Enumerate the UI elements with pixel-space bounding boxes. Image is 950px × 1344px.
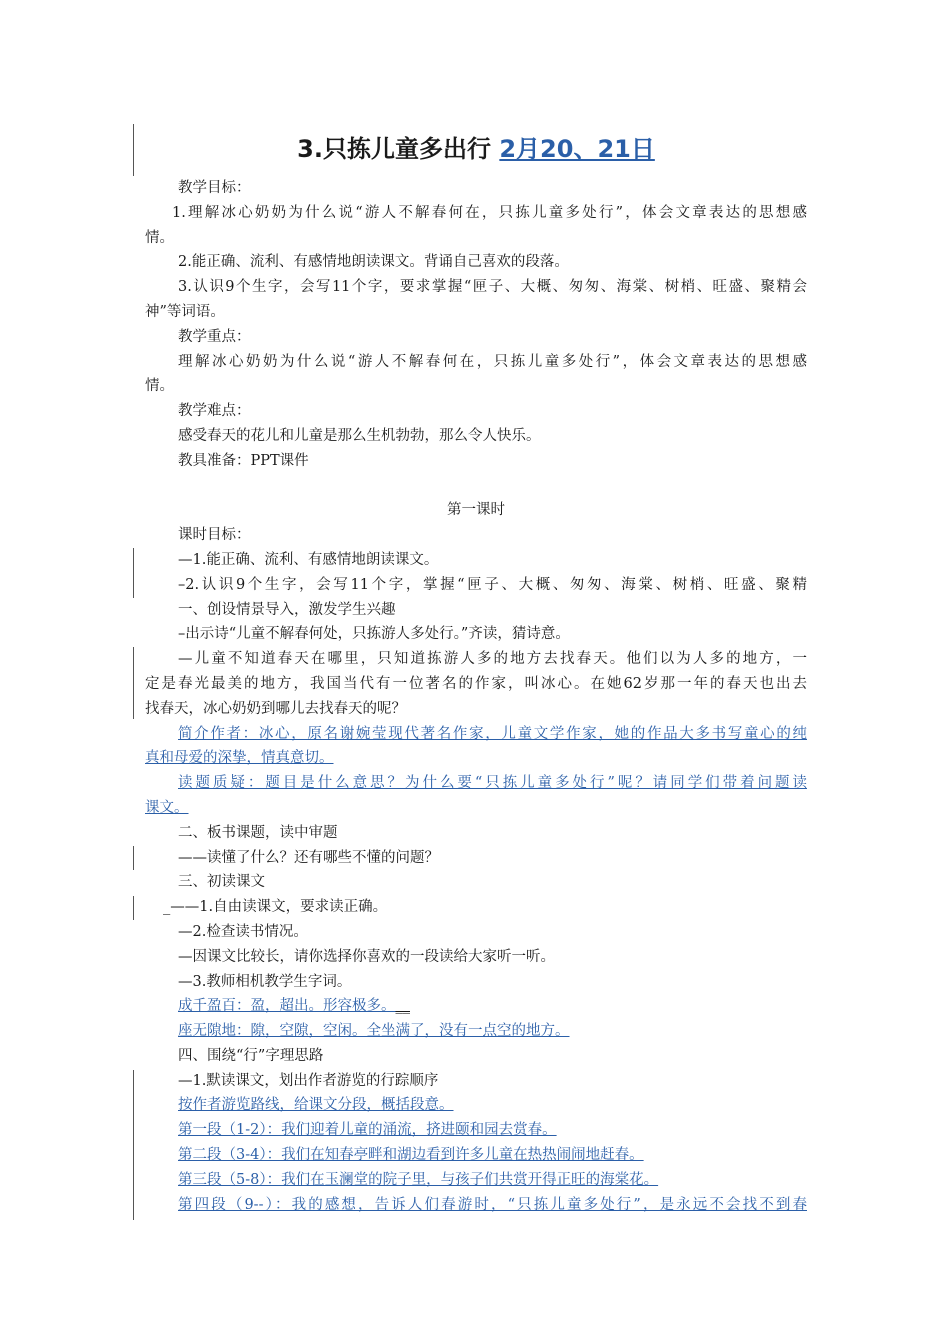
revision-mark: __ [395, 998, 410, 1015]
revised-line-wrap [145, 1093, 807, 1118]
title-text: 3.只拣儿童多出行 [297, 135, 491, 163]
section-heading: 三、初读课文 [178, 874, 265, 891]
paragraph-line: —3.教师相机教学生字词。 [178, 973, 352, 990]
paragraph-line: —因课文比较长，请你选择你喜欢的一段读给大家听一听。 [178, 948, 555, 965]
revised-line-wrap [145, 994, 807, 1019]
blank-line [145, 474, 807, 499]
revised-text: 成千盈百：盈，超出。形容极多。 [178, 998, 396, 1015]
paragraph-line: —1.能正确、流利、有感情地朗读课文。 [178, 551, 439, 568]
paragraph-line: 情。 [145, 229, 174, 246]
paragraph-line: —2.检查读书情况。 [178, 923, 308, 940]
change-bar [133, 846, 134, 870]
paragraph-line: 感受春天的花儿和儿童是那么生机勃勃，那么令人快乐。 [178, 427, 541, 444]
paragraph-line: –出示诗“儿童不解春何处，只拣游人多处行。”齐读，猜诗意。 [178, 626, 570, 643]
revised-text: 第一段（1-2）：我们迎着儿童的涌流，挤进颐和园去赏春。 [178, 1122, 557, 1139]
revised-line-wrap [145, 796, 807, 821]
revised-text: 第三段（5-8）：我们在玉澜堂的院子里，与孩子们共赏开得正旺的海棠花。 [178, 1171, 659, 1188]
section-heading: 教学目标： [178, 180, 251, 196]
paragraph-line: —儿童不知道春天在哪里，只知道拣游人多的地方去找春天。他们以为人多的地方，一 [178, 651, 807, 668]
document-body [145, 176, 807, 1217]
paragraph-line: –2.认识9个生字，会写11个字，掌握“匣子、大概、匆匆、海棠、树梢、旺盛、聚精 [178, 576, 807, 593]
paragraph-line: 3.认识9个生字，会写11个字，要求掌握“匣子、大概、匆匆、海棠、树梢、旺盛、聚精会 [178, 279, 807, 296]
section-heading: 四、围绕“行”字理思路 [178, 1047, 324, 1064]
change-bar [133, 896, 134, 920]
title-date-link[interactable]: 2月20、21日 [499, 135, 655, 163]
paragraph-line: 找春天，冰心奶奶到哪儿去找春天的呢？ [145, 700, 406, 717]
paragraph-line: 教具准备：PPT课件 [178, 452, 309, 469]
revised-text: 按作者游览路线，给课文分段，概括段意。 [178, 1097, 454, 1114]
revised-line: 简介作者：冰心，原名谢婉莹现代著名作家，儿童文学作家，她的作品大多书写童心的纯 [178, 725, 807, 742]
paragraph-line: 情。 [145, 378, 174, 395]
paragraph-line: 2.能正确、流利、有感情地朗读课文。背诵自己喜欢的段落。 [178, 254, 569, 271]
change-bar [133, 548, 134, 598]
revised-line-wrap [145, 1019, 807, 1044]
section-heading: 一、创设情景导入，激发学生兴趣 [178, 601, 396, 618]
revised-line-wrap [145, 746, 807, 771]
change-bar [133, 647, 134, 719]
revised-line: 读题质疑：题目是什么意思？为什么要“只拣儿童多处行”呢？请同学们带着问题读 [178, 775, 807, 792]
section-heading: 二、板书课题，读中审题 [178, 824, 338, 841]
section-heading: 教学重点： [178, 328, 251, 345]
paragraph-line: ——读懂了什么？还有哪些不懂的问题？ [178, 849, 439, 866]
section-heading: 教学难点： [178, 403, 251, 420]
change-bar [133, 1070, 134, 1220]
page-title [145, 131, 807, 167]
revised-line-wrap [145, 1143, 807, 1168]
paragraph-line: _——1.自由读课文，要求读正确。 [163, 899, 388, 916]
paragraph-line: 神”等词语。 [145, 303, 225, 320]
change-bar [133, 124, 134, 176]
revised-text: 真和母爱的深挚，情真意切。 [145, 750, 334, 767]
section-heading: 课时目标： [178, 527, 251, 544]
revised-text: 座无隙地：隙，空隙，空闲。全坐满了，没有一点空的地方。 [178, 1023, 570, 1040]
revised-line-wrap [145, 1118, 807, 1143]
paragraph-line: —1.默读课文，划出作者游览的行踪顺序 [178, 1072, 439, 1089]
revised-text: 第二段（3-4）：我们在知春亭畔和湖边看到许多儿童在热热闹闹地赶春。 [178, 1147, 644, 1164]
paragraph-line: 1.理解冰心奶奶为什么说“游人不解春何在，只拣儿童多处行”，体会文章表达的思想感 [172, 204, 807, 221]
revised-text: 课文。 [145, 799, 189, 816]
revised-line-wrap [145, 1168, 807, 1193]
paragraph-line: 定是春光最美的地方，我国当代有一位著名的作家，叫冰心。在她62岁那一年的春天也出去 [145, 675, 807, 692]
revised-line: 第四段（9--）：我的感想，告诉人们春游时，“只拣儿童多处行”，是永远不会找不到春 [178, 1196, 807, 1213]
lesson-heading: 第一课时 [447, 502, 505, 519]
paragraph-line: 理解冰心奶奶为什么说“游人不解春何在，只拣儿童多处行”，体会文章表达的思想感 [178, 353, 807, 370]
